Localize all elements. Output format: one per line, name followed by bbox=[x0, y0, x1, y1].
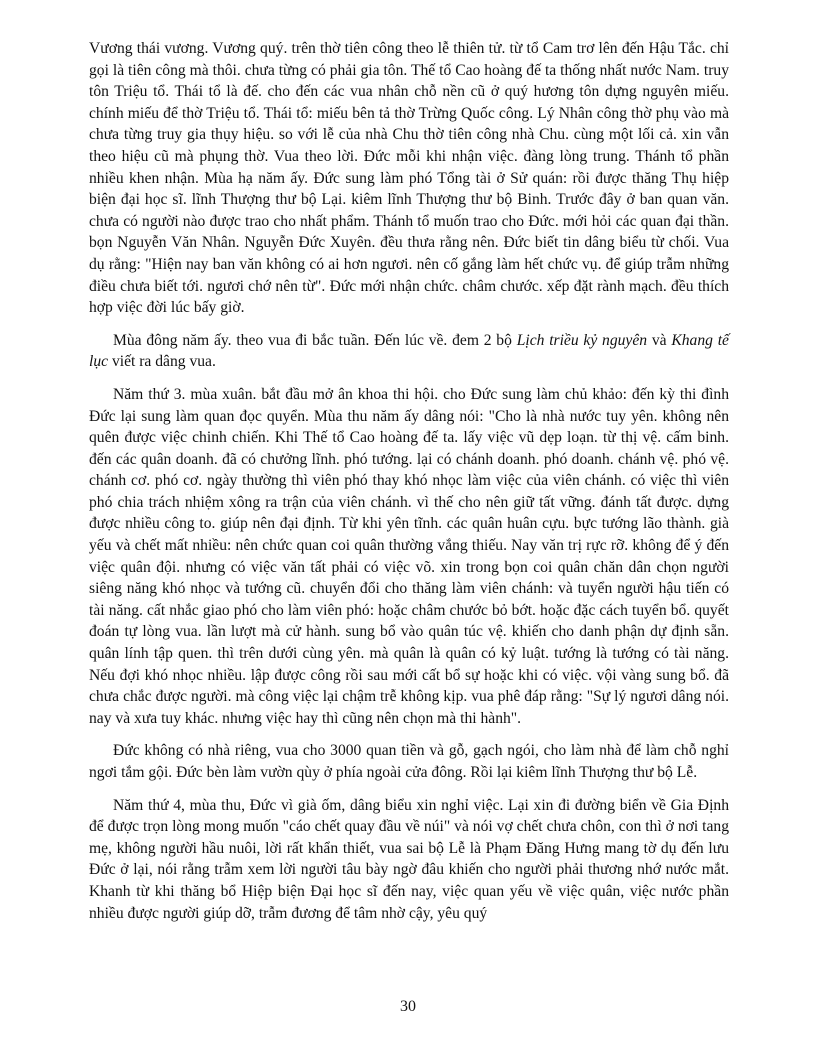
paragraph-1: Vương thái vương. Vương quý. trên thờ tiên công theo lễ thiên tử. từ tổ Cam trơ lên đến Hậu Tắc. chỉ gọi là tiên công mà thôi. chưa từng có phải gia tôn. Thế tổ Cao hoàng đế ta thống nhất nước Nam. truy tôn Triệu tổ. Thái tổ là đế. cho đến các vua nhân chỗ nền cũ ở quý hương tôn dựng nguyên miếu. chính miếu để thờ Triệu tổ. Thái tổ: miếu bên tả thờ Trừng Quốc công. Lý Nhân công thờ phụ vào mà chưa từng truy gia thụy hiệu. so với lễ của nhà Chu thờ tiên công nhà Chu. cùng một lối cả. xin vẫn theo hiệu cũ mà phụng thờ. Vua theo lời. Đức mỗi khi nhận việc. đàng lòng trung. Thánh tổ phần nhiều khen nhận. Mùa hạ năm ấy. Đức sung làm phó Tổng tài ở Sử quán: rồi được thăng Thụ hiệp biện đại học sĩ. lĩnh Thượng thư bộ Lại. kiêm lĩnh Thượng thư bộ Binh. Trước đây ở ban quan văn. chưa có người nào được trao cho nhất phẩm. Thánh tổ muốn trao cho Đức. mới hỏi các quan đại thần. bọn Nguyễn Văn Nhân. Nguyễn Đức Xuyên. đều thưa rằng nên. Đức biết tin dâng biểu từ chối. Vua dụ rằng: "Hiện nay ban văn không có ai hơn ngươi. nên cố gắng làm hết chức vụ. để giúp trẫm những điều chưa biết tới. ngươi chớ nên từ". Đức mới nhận chức. châm chước. xếp đặt rành mạch. đều thích hợp việc đời lúc bấy giờ. bbox=[89, 40, 729, 317]
document-page bbox=[89, 38, 729, 935]
paragraph-2-text-after: viết ra dâng vua. bbox=[108, 353, 216, 371]
paragraph-5: Năm thứ 4, mùa thu, Đức vì già ốm, dâng biểu xin nghỉ việc. Lại xin đi đường biển về Gia Định để được trọn lòng mong muốn "cáo chết quay đầu về núi" và nói vợ chết chưa chôn, con thì ở nơi tang mẹ, không người hầu nuôi, lời rất khẩn thiết, vua sai bộ Lễ là Phạm Đăng Hưng mang tờ dụ đến lưu Đức ở lại, nói rằng trẫm xem lời người tâu bày ngờ đâu khiến cho người phải thương nhớ nước mắt. Khanh từ khi thăng bổ Hiệp biện Đại học sĩ đến nay, việc quan yếu về việc quân, việc nước phần nhiều được người giúp dỡ, trẫm đương để tâm nhờ cậy, yêu quý bbox=[89, 796, 729, 922]
page-number: 30 bbox=[400, 998, 416, 1015]
paragraph-4: Đức không có nhà riêng, vua cho 3000 quan tiền và gỗ, gạch ngói, cho làm nhà để làm chỗ nghỉ ngơi tắm gội. Đức bèn làm vườn qùy ở phía ngoài cửa đông. Rồi lại kiêm lĩnh Thượng thư bộ Lễ. bbox=[89, 742, 729, 781]
paragraph-3: Năm thứ 3. mùa xuân. bắt đầu mở ân khoa thi hội. cho Đức sung làm chủ khảo: đến kỳ thi đình Đức lại sung làm quan đọc quyển. Mùa thu năm ấy dâng nói: "Cho là nhà nước tuy yên. không nên quên được việc chinh chiến. Khi Thế tổ Cao hoàng đế ta. lấy việc vũ dẹp loạn. từ thị vệ. cấm binh. đến các quân doanh. đã có chưởng lĩnh. phó tướng. lại có chánh doanh. phó doanh. chánh vệ. phó vệ. chánh cơ. phó cơ. ngày thường thì viên phó thay khó nhọc làm việc của viên chánh. có việc thì viên phó chia trách nhiệm xông ra trận của viên chánh. vì thế cho nên giữ tất vững. đánh tất được. dựng được nhiều công to. giúp nên đại định. Từ khi yên tĩnh. các quân huân cựu. bực tướng lão thành. già yếu và chết mất nhiều: nên chức quan coi quân thường vắng thiếu. Nay văn trị rực rỡ. không để ý đến việc quân đội. nhưng có việc văn tất phải có việc võ. xin trong bọn coi quân chăn dân chọn người siêng năng khó nhọc và tướng cũ. chuyển đổi cho thăng làm viên chánh: và tuyển người hậu tiến có tài năng. cất nhắc giao phó cho làm viên phó: hoặc châm chước bỏ bớt. hoặc đặc cách tuyển bổ. quyết đoán tự lòng vua. lần lượt mà cử hành. sung bổ vào quân túc vệ. khiến cho danh phận dự định sẵn. quân lính tập quen. thì trên dưới cùng yên. mà quân là quân có kỷ luật. tướng là tướng có tài năng. Nếu đợi khó nhọc nhiều. lập được công rồi sau mới cất bổ sự hoặc khi có việc. vội vàng sung bổ. đã chưa chắc được người. mà công việc lại chậm trễ không kịp. vua phê đáp rằng: "Sự lý ngươi dâng nói. nay và xưa tuy khác. nhưng việc hay thì cũng nên chọn mà thi hành". bbox=[89, 385, 729, 727]
paragraph-2 bbox=[89, 330, 729, 373]
book-title-khang-te-luc: Khang tế lục bbox=[89, 331, 729, 371]
book-title-lich-trieu-ky-nguyen: Lịch triều kỷ nguyên bbox=[516, 331, 648, 349]
paragraph-2-text-middle: và bbox=[647, 331, 672, 349]
paragraph-2-text-before: Mùa đông năm ấy. theo vua đi bắc tuần. Đến lúc về. đem 2 bộ bbox=[113, 331, 517, 349]
